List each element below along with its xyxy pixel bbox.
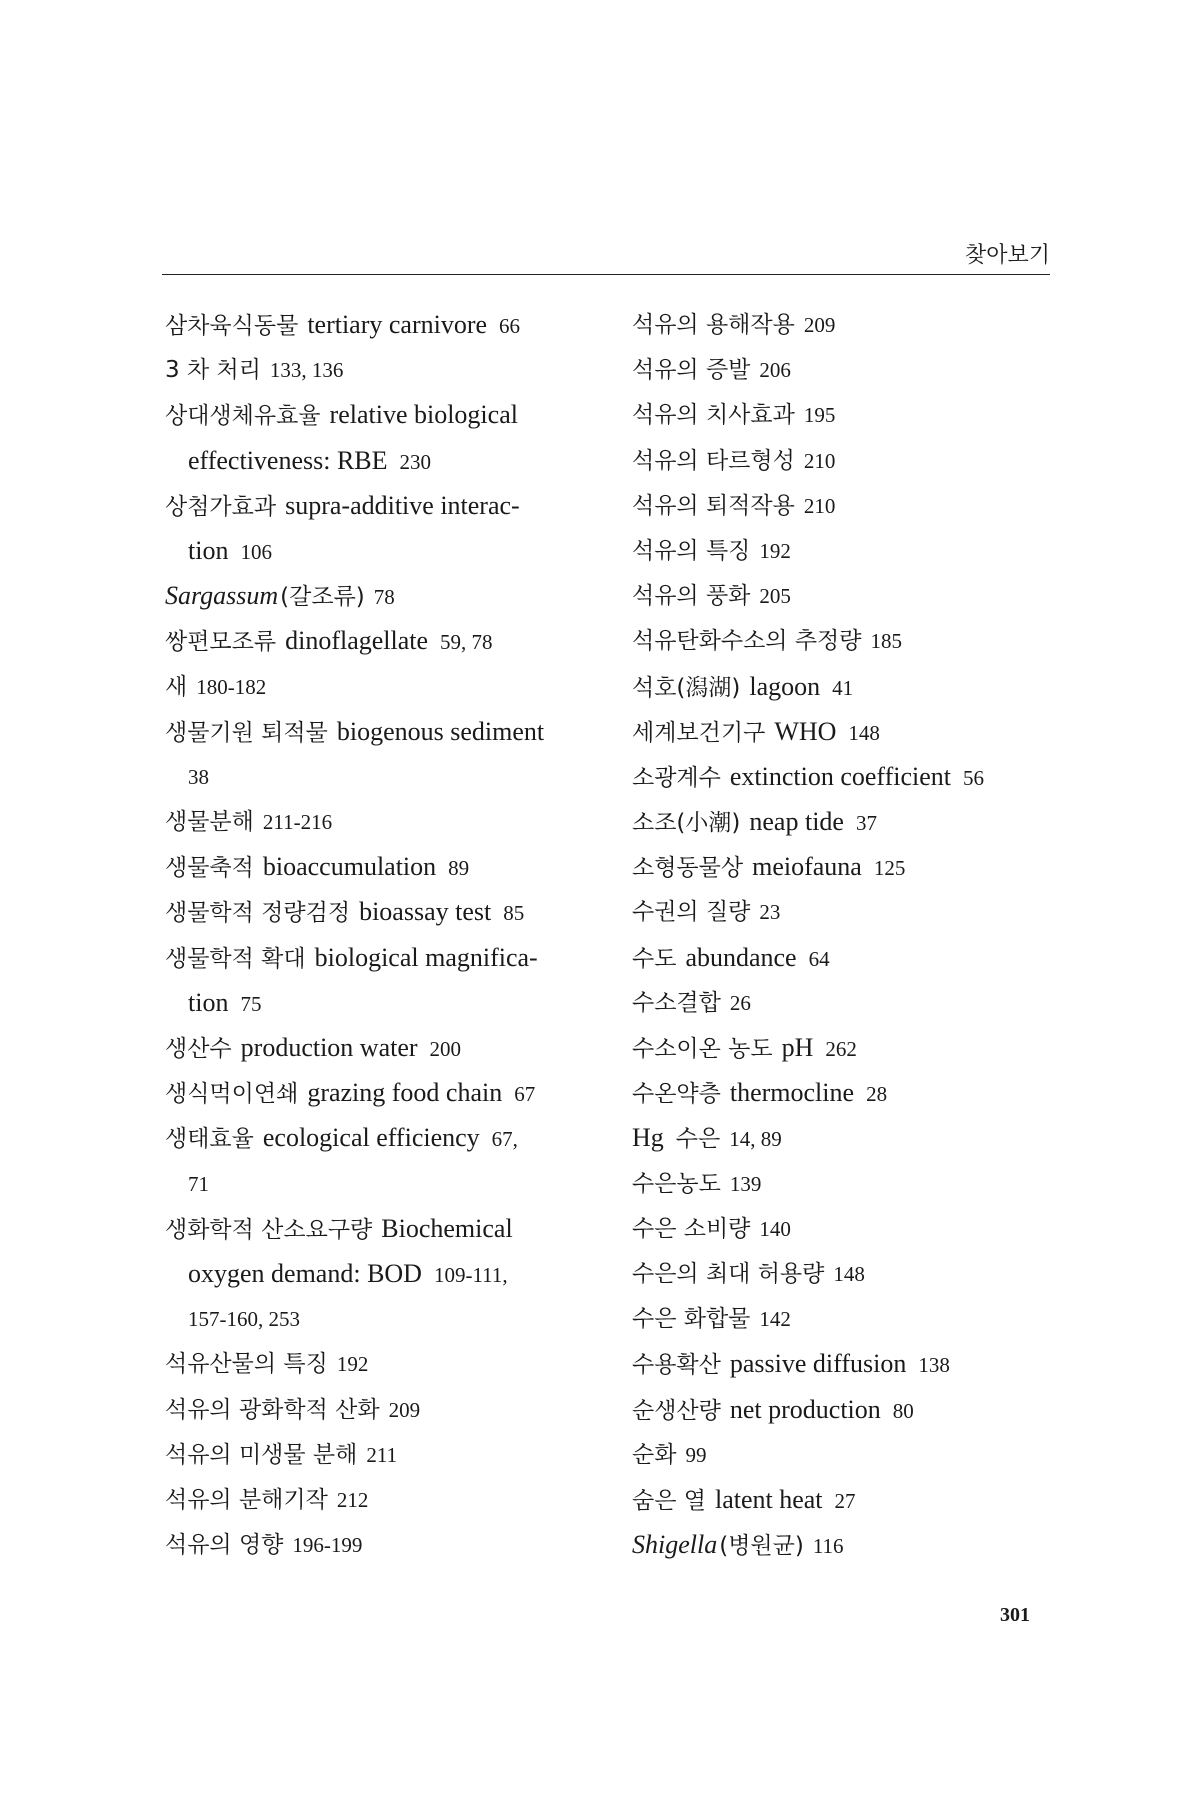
page-ref: 64 <box>808 946 830 971</box>
korean-term: 생태효율 <box>165 1126 254 1153</box>
index-line <box>165 1206 605 1251</box>
index-line <box>632 754 1052 799</box>
korean-term: 생식먹이연쇄 <box>165 1081 299 1108</box>
korean-term: 순생산량 <box>632 1397 721 1424</box>
page-ref: 56 <box>963 765 985 790</box>
english-term: lagoon <box>749 671 821 701</box>
korean-term: 생산수 <box>165 1036 232 1062</box>
page-ref: 23 <box>759 900 781 925</box>
korean-term: 석유의 치사효과 <box>632 402 795 429</box>
index-column-right <box>632 302 1052 1567</box>
korean-term: 석유의 용해작용 <box>632 312 795 338</box>
index-line <box>165 1477 605 1522</box>
korean-term: 석유탄화수소의 추정량 <box>632 628 862 655</box>
korean-term: 석유의 영향 <box>165 1532 284 1559</box>
english-term: tion <box>188 535 229 565</box>
korean-term: 삼차육식동물 <box>165 313 299 339</box>
page-ref: 67, <box>491 1127 518 1152</box>
korean-term: 수소이온 농도 <box>632 1036 773 1062</box>
korean-term: 석유의 풍화 <box>632 583 751 610</box>
english-term: supra-additive interac- <box>285 490 520 520</box>
korean-term: 석호(潟湖) <box>632 674 741 701</box>
index-line <box>165 1070 605 1115</box>
index-line <box>632 392 1052 437</box>
index-line <box>632 438 1052 483</box>
english-term: biological magnifica- <box>314 942 538 972</box>
korean-term: 석유산물의 특징 <box>165 1351 328 1378</box>
index-line <box>632 664 1052 709</box>
index-line <box>165 618 605 663</box>
korean-term: 생물기원 퇴적물 <box>165 719 328 746</box>
page-ref: 212 <box>336 1487 369 1512</box>
english-term: relative biological <box>329 400 518 430</box>
page-ref: 89 <box>448 856 470 881</box>
page-ref: 230 <box>399 449 432 474</box>
page-ref: 67 <box>514 1082 536 1107</box>
korean-term: 수은 소비량 <box>632 1215 751 1242</box>
english-term: neap tide <box>749 807 844 837</box>
index-line <box>632 483 1052 528</box>
page-ref: 142 <box>759 1307 791 1332</box>
latin-term: Shigella <box>632 1530 718 1560</box>
page-ref: 185 <box>870 629 902 654</box>
page-ref: 75 <box>240 991 262 1016</box>
index-line <box>632 1251 1052 1296</box>
index-line <box>165 1025 605 1070</box>
page-ref: 99 <box>685 1442 707 1467</box>
index-line <box>165 664 605 709</box>
korean-term: 소광계수 <box>632 764 721 791</box>
page-ref: 140 <box>759 1216 791 1241</box>
index-line <box>632 1341 1052 1386</box>
english-term: net production <box>729 1394 881 1424</box>
page-ref: 71 <box>188 1171 209 1196</box>
page-ref: 106 <box>240 539 272 564</box>
english-term: extinction coefficient <box>729 761 952 791</box>
page-ref: 37 <box>855 811 877 836</box>
page-ref: 211 <box>366 1442 398 1467</box>
index-line <box>632 302 1052 347</box>
korean-term: 생물분해 <box>165 809 254 836</box>
index-line <box>165 1115 605 1160</box>
index-line <box>632 844 1052 889</box>
index-line <box>165 438 605 483</box>
index-line <box>632 1432 1052 1477</box>
page-ref: 210 <box>803 448 836 473</box>
page-ref: 26 <box>729 990 751 1015</box>
page-ref: 14, 89 <box>729 1127 782 1152</box>
index-line <box>632 1522 1052 1567</box>
page-ref: 41 <box>832 675 854 700</box>
korean-term: 석유의 증발 <box>632 357 751 384</box>
page-ref: 78 <box>373 585 395 610</box>
index-line <box>165 302 605 347</box>
index-line <box>165 1296 605 1341</box>
page-ref: 200 <box>429 1037 462 1061</box>
korean-term: 소형동물상 <box>632 855 744 882</box>
korean-term: (병원균) <box>719 1533 804 1560</box>
index-line <box>632 618 1052 663</box>
page-ref: 66 <box>499 314 521 338</box>
english-term: bioaccumulation <box>262 852 437 882</box>
index-line <box>165 709 605 754</box>
index-line <box>165 980 605 1025</box>
english-term: tion <box>188 987 229 1017</box>
index-line <box>632 573 1052 618</box>
english-term: meiofauna <box>752 852 862 882</box>
page-number: 301 <box>1000 1604 1030 1626</box>
index-line <box>632 1387 1052 1432</box>
korean-term: 3 차 처리 <box>165 357 261 384</box>
korean-term: 수은 화합물 <box>632 1306 751 1333</box>
index-line <box>165 1341 605 1386</box>
index-line <box>165 889 605 934</box>
page-ref: 206 <box>759 358 791 383</box>
index-line <box>165 483 605 528</box>
english-term: WHO <box>774 716 837 746</box>
index-line <box>632 1115 1052 1160</box>
index-line <box>632 980 1052 1025</box>
english-term: passive diffusion <box>729 1349 907 1379</box>
korean-term: 석유의 특징 <box>632 537 751 564</box>
english-term: effectiveness: RBE <box>188 445 388 475</box>
index-line <box>632 935 1052 980</box>
index-line <box>165 844 605 889</box>
page-ref: 205 <box>759 584 791 609</box>
index-column-left <box>165 302 605 1567</box>
index-line <box>165 573 605 618</box>
korean-term: 순화 <box>632 1441 677 1468</box>
index-line <box>632 799 1052 844</box>
korean-term: 석유의 광화학적 산화 <box>165 1396 380 1423</box>
page-ref: 157-160, 253 <box>188 1307 300 1332</box>
index-line <box>165 935 605 980</box>
index-line <box>165 1387 605 1432</box>
index-line <box>632 709 1052 754</box>
index-line <box>165 799 605 844</box>
korean-term: 석유의 분해기작 <box>165 1486 328 1513</box>
english-term: tertiary carnivore <box>307 310 488 339</box>
index-line <box>165 528 605 573</box>
korean-term: 숨은 열 <box>632 1487 706 1514</box>
page-ref: 262 <box>825 1037 857 1061</box>
page-ref: 209 <box>803 313 836 337</box>
index-line <box>632 1025 1052 1070</box>
english-term: thermocline <box>729 1078 855 1108</box>
latin-term: Sargassum <box>165 581 279 611</box>
index-line <box>632 1070 1052 1115</box>
page-ref: 209 <box>388 1397 421 1422</box>
korean-term: 쌍편모조류 <box>165 629 277 656</box>
index-line <box>165 347 605 392</box>
korean-term: 수은농도 <box>632 1170 721 1197</box>
index-line <box>632 1477 1052 1522</box>
english-term: production water <box>240 1033 418 1062</box>
korean-term: 생화학적 산소요구량 <box>165 1216 373 1243</box>
index-line <box>165 1161 605 1206</box>
english-term: dinoflagellate <box>285 626 429 656</box>
page-ref: 27 <box>834 1488 856 1513</box>
korean-term: 새 <box>165 673 188 700</box>
page-ref: 125 <box>873 856 906 881</box>
page-ref: 38 <box>188 764 209 789</box>
english-term: grazing food chain <box>307 1078 503 1108</box>
english-term: biogenous sediment <box>336 716 545 746</box>
english-term: latent heat <box>714 1484 823 1514</box>
page-header-title: 찾아보기 <box>964 243 1050 268</box>
english-term: pH <box>781 1033 814 1062</box>
korean-term: 생물학적 확대 <box>165 945 306 972</box>
page-ref: 211-216 <box>262 810 333 835</box>
index-line <box>632 528 1052 573</box>
korean-term: 수용확산 <box>632 1352 721 1379</box>
korean-term: 상대생체유효율 <box>165 403 321 430</box>
english-term: bioassay test <box>359 897 492 927</box>
header-rule <box>162 274 1050 275</box>
page-ref: 59, 78 <box>440 630 493 655</box>
index-line <box>632 1206 1052 1251</box>
korean-term: 수온약층 <box>632 1081 721 1108</box>
index-line <box>165 1522 605 1567</box>
korean-term: 석유의 타르형성 <box>632 447 795 474</box>
page-ref: 180-182 <box>196 674 267 699</box>
korean-term: 석유의 미생물 분해 <box>165 1441 358 1468</box>
page-ref: 138 <box>918 1353 950 1378</box>
korean-term: (갈조류) <box>280 584 365 611</box>
page-ref: 80 <box>892 1398 914 1423</box>
english-term: abundance <box>685 942 797 972</box>
korean-term: 석유의 퇴적작용 <box>632 492 795 519</box>
korean-term: 세계보건기구 <box>632 719 766 746</box>
korean-term: 수은의 최대 허용량 <box>632 1260 825 1287</box>
korean-term: 수권의 질량 <box>632 899 751 926</box>
korean-term: 수은 <box>675 1126 721 1153</box>
index-line <box>632 889 1052 934</box>
index-line <box>165 1432 605 1477</box>
page-ref: 133, 136 <box>269 358 344 383</box>
english-term: ecological efficiency <box>262 1123 480 1153</box>
page-ref: 116 <box>812 1534 844 1559</box>
korean-term: 생물축적 <box>165 855 254 882</box>
english-term: Hg <box>632 1123 664 1153</box>
page-ref: 148 <box>848 720 880 745</box>
korean-term: 상첨가효과 <box>165 493 277 520</box>
page-ref: 28 <box>866 1082 888 1107</box>
page-ref: 192 <box>336 1352 369 1377</box>
index-line <box>632 1161 1052 1206</box>
index-line <box>632 1296 1052 1341</box>
index-line <box>165 1251 605 1296</box>
page-ref: 85 <box>503 901 525 926</box>
page-ref: 139 <box>729 1171 762 1196</box>
index-line <box>165 392 605 437</box>
english-term: Biochemical <box>381 1213 513 1243</box>
page-ref: 210 <box>803 493 836 518</box>
korean-term: 생물학적 정량검정 <box>165 900 351 927</box>
page-ref: 196-199 <box>292 1533 363 1558</box>
korean-term: 수도 <box>632 945 677 972</box>
page-ref: 195 <box>803 403 836 428</box>
index-line <box>632 347 1052 392</box>
index-line <box>165 754 605 799</box>
page-ref: 192 <box>759 538 791 563</box>
korean-term: 수소결합 <box>632 989 721 1016</box>
page-ref: 148 <box>833 1261 865 1286</box>
page-ref: 109-111, <box>433 1262 508 1287</box>
english-term: oxygen demand: BOD <box>188 1258 422 1288</box>
korean-term: 소조(小潮) <box>632 810 741 837</box>
